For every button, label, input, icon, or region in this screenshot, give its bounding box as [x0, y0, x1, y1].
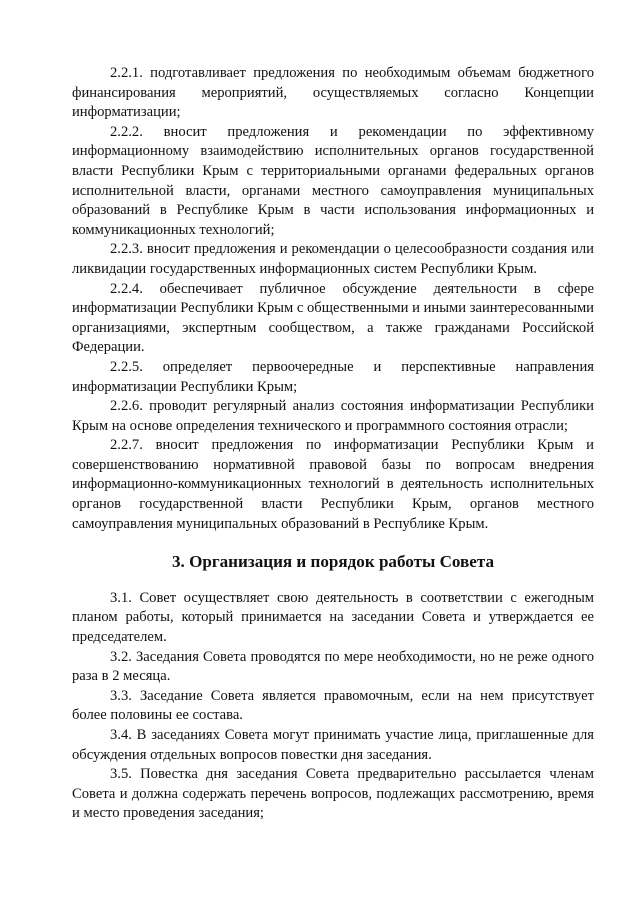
paragraph-2-2-4: 2.2.4. обеспечивает публичное обсуждение деятельности в сфере информатизации Республики Крым с общественными и иными заинтересованными организациями, экспертным сообществом, а также гражданами Российской Федерации.: [72, 280, 594, 356]
paragraph-3-2: 3.2. Заседания Совета проводятся по мере необходимости, но не реже одного раза в 2 месяца.: [72, 648, 594, 685]
paragraph-2-2-3: 2.2.3. вносит предложения и рекомендации о целесообразности создания или ликвидации государственных информационных систем Республики Крым.: [72, 241, 594, 277]
paragraph-2-2-5: 2.2.5. определяет первоочередные и перспективные направления информатизации Республики Крым;: [72, 358, 594, 395]
section-3-heading: 3. Организация и порядок работы Совета: [172, 552, 494, 572]
paragraph-3-3: 3.3. Заседание Совета является правомочным, если на нем присутствует более половины ее состава.: [72, 687, 594, 724]
paragraph-2-2-7: 2.2.7. вносит предложения по информатизации Республики Крым и совершенствованию нормативной правовой базы по вопросам внедрения информационно-коммуникационных технологий в деятельность исполнительных органов государственной власти Республики Крым, органов местного самоуправления муниципальных образований в Республике Крым.: [72, 437, 594, 532]
paragraph-2-2-1: 2.2.1. подготавливает предложения по необходимым объемам бюджетного финансирования мероприятий, осуществляемых согласно Концепции информатизации;: [72, 65, 594, 121]
document-page: [72, 64, 594, 824]
paragraph-2-2-6: 2.2.6. проводит регулярный анализ состояния информатизации Республики Крым на основе определения технического и программного состояния отрасли;: [72, 398, 594, 434]
paragraph-3-5: 3.5. Повестка дня заседания Совета предварительно рассылается членам Совета и должна содержать перечень вопросов, подлежащих рассмотрению, время и место проведения заседания;: [72, 766, 594, 822]
paragraph-2-2-2: 2.2.2. вносит предложения и рекомендации по эффективному информационному взаимодействию исполнительных органов государственной власти Республики Крым с территориальными органами федеральных органов исполнительной власти, органами местного самоуправления муниципальных образований в Республике Крым в части использования информационных и коммуникационных технологий;: [72, 123, 594, 238]
paragraph-3-4: 3.4. В заседаниях Совета могут принимать участие лица, приглашенные для обсуждения отдельных вопросов повестки дня заседания.: [72, 727, 594, 763]
paragraph-3-1: 3.1. Совет осуществляет свою деятельность в соответствии с ежегодным планом работы, который принимается на заседании Совета и утверждается ее председателем.: [72, 589, 594, 646]
